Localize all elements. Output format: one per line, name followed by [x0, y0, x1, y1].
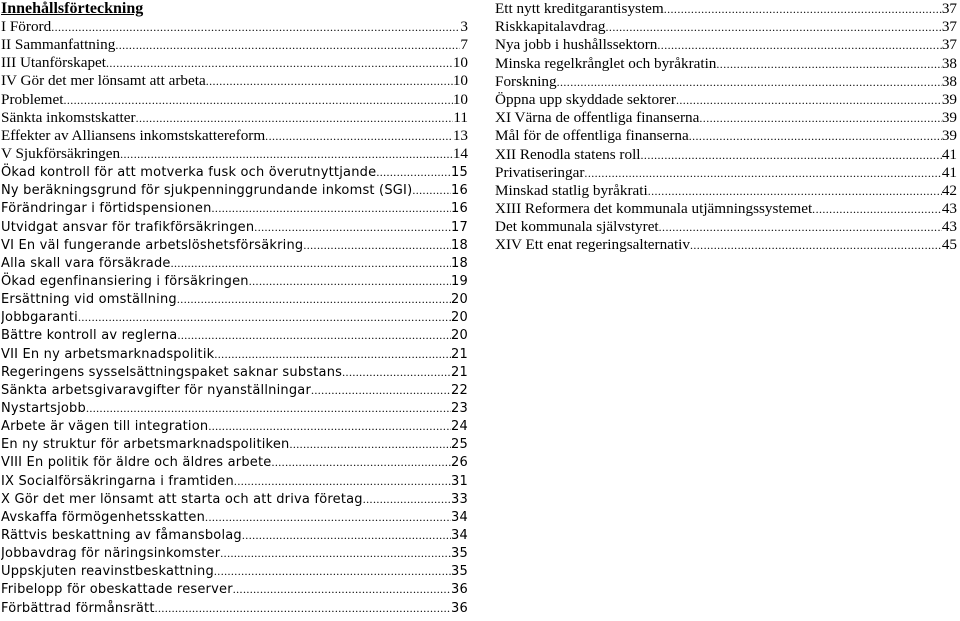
- toc-entry[interactable]: [1, 218, 468, 236]
- toc-entry-page-number: 37: [941, 0, 957, 17]
- toc-entry[interactable]: [1, 36, 468, 54]
- toc-entry-title: VIII En politik för äldre och äldres arbete: [1, 455, 272, 471]
- toc-entry[interactable]: [1, 435, 468, 453]
- toc-dot-leader: [86, 399, 451, 417]
- toc-dot-leader: [641, 146, 942, 164]
- toc-entry-page-number: 39: [941, 127, 957, 145]
- toc-entry[interactable]: [495, 127, 957, 145]
- toc-entry-page-number: 36: [451, 582, 468, 598]
- toc-dot-leader: [363, 490, 451, 508]
- toc-dot-leader: [51, 18, 460, 36]
- toc-entry[interactable]: [1, 399, 468, 417]
- toc-dot-leader: [205, 508, 451, 526]
- toc-entry-title: Ökad kontroll för att motverka fusk och överutnyttjande: [1, 165, 377, 181]
- toc-entry-page-number: 7: [460, 36, 468, 54]
- toc-entry[interactable]: [495, 0, 957, 18]
- toc-entry-page-number: 11: [453, 108, 468, 126]
- toc-entry-title: III Utanförskapet: [1, 54, 106, 72]
- toc-dot-leader: [657, 36, 941, 54]
- toc-entry-page-number: 37: [941, 36, 957, 54]
- toc-column-left: [1, 0, 468, 617]
- toc-list-left: [1, 18, 468, 617]
- toc-entry-page-number: 3: [460, 18, 468, 35]
- toc-entry[interactable]: [495, 91, 957, 109]
- toc-entry-title: IV Gör det mer lönsamt att arbeta: [1, 72, 206, 90]
- toc-entry[interactable]: [1, 145, 468, 163]
- toc-dot-leader: [214, 562, 451, 580]
- toc-dot-leader: [155, 599, 451, 617]
- toc-entry-page-number: 34: [451, 509, 468, 525]
- toc-entry-title: Förbättrad förmånsrätt: [1, 600, 155, 616]
- toc-entry[interactable]: [1, 326, 468, 344]
- toc-entry-title: Förändringar i förtidspensionen: [1, 201, 212, 217]
- toc-entry-title: Nystartsjobb: [1, 400, 86, 416]
- toc-entry[interactable]: [495, 218, 957, 236]
- toc-entry-page-number: 16: [451, 201, 468, 217]
- toc-dot-leader: [584, 164, 941, 182]
- toc-dot-leader: [206, 72, 453, 90]
- toc-entry-page-number: 34: [451, 527, 468, 543]
- toc-dot-leader: [412, 181, 451, 199]
- toc-dot-leader: [690, 236, 942, 254]
- toc-dot-leader: [136, 109, 454, 127]
- toc-dot-leader: [254, 218, 451, 236]
- toc-entry[interactable]: [1, 472, 468, 490]
- toc-entry-title: Nya jobb i hushållssektorn: [495, 36, 658, 54]
- toc-entry-page-number: 39: [941, 90, 957, 108]
- toc-dot-leader: [106, 54, 453, 72]
- toc-dot-leader: [214, 345, 451, 363]
- toc-entry-title: Avskaffa förmögenhetsskatten: [1, 509, 206, 525]
- toc-dot-leader: [557, 73, 942, 91]
- toc-entry-page-number: 22: [451, 382, 468, 398]
- toc-entry[interactable]: [495, 109, 957, 127]
- toc-entry-title: VII En ny arbetsmarknadspolitik: [1, 346, 215, 362]
- toc-entry-page-number: 18: [451, 255, 468, 271]
- toc-dot-leader: [311, 381, 451, 399]
- toc-dot-leader: [303, 236, 451, 254]
- toc-entry-page-number: 26: [451, 455, 468, 471]
- toc-dot-leader: [812, 200, 942, 218]
- toc-list-right: [495, 0, 957, 255]
- toc-entry[interactable]: [1, 453, 468, 471]
- toc-entry-title: XI Värna de offentliga finanserna: [495, 109, 700, 127]
- toc-entry-title: XII Renodla statens roll: [495, 145, 641, 163]
- toc-entry-title: Problemet: [1, 90, 64, 108]
- toc-entry-title: Minskad statlig byråkrati: [495, 181, 648, 199]
- toc-dot-leader: [606, 18, 942, 36]
- toc-dot-leader: [699, 109, 941, 127]
- toc-column-right: [495, 0, 957, 255]
- toc-entry[interactable]: [1, 254, 468, 272]
- toc-dot-leader: [78, 308, 451, 326]
- toc-entry-title: IX Socialförsäkringarna i framtiden: [1, 473, 234, 489]
- toc-entry-page-number: 10: [452, 72, 468, 90]
- toc-entry-page-number: 38: [941, 72, 957, 90]
- toc-entry-page-number: 18: [451, 237, 468, 253]
- toc-dot-leader: [271, 453, 451, 471]
- toc-dot-leader: [664, 0, 942, 18]
- toc-entry-title: Det kommunala självstyret: [495, 218, 659, 236]
- toc-entry-page-number: 20: [451, 328, 468, 344]
- toc-entry[interactable]: [1, 18, 468, 36]
- toc-dot-leader: [212, 199, 452, 217]
- toc-entry-page-number: 42: [941, 181, 957, 199]
- toc-dot-leader: [342, 363, 451, 381]
- toc-entry[interactable]: [495, 55, 957, 73]
- toc-entry-title: Privatiseringar: [495, 163, 585, 181]
- toc-entry[interactable]: [495, 73, 957, 91]
- toc-dot-leader: [265, 127, 453, 145]
- toc-entry-title: Jobbgaranti: [1, 310, 78, 326]
- toc-entry-page-number: 20: [451, 310, 468, 326]
- toc-entry-page-number: 38: [941, 54, 957, 72]
- toc-entry[interactable]: [495, 36, 957, 54]
- toc-entry[interactable]: [1, 163, 468, 181]
- toc-dot-leader: [676, 91, 942, 109]
- toc-dot-leader: [171, 254, 451, 272]
- toc-dot-leader: [220, 544, 451, 562]
- toc-entry-title: En ny struktur för arbetsmarknadspolitiken: [1, 437, 290, 453]
- toc-entry-page-number: 35: [451, 546, 468, 562]
- toc-dot-leader: [376, 163, 451, 181]
- toc-entry-title: Effekter av Alliansens inkomstskattereform: [1, 126, 266, 144]
- toc-entry[interactable]: [1, 381, 468, 399]
- toc-entry-page-number: 36: [451, 600, 468, 616]
- toc-entry-title: Ersättning vid omställning: [1, 292, 177, 308]
- toc-dot-leader: [249, 272, 451, 290]
- toc-dot-leader: [120, 145, 453, 163]
- toc-entry-page-number: 25: [451, 437, 468, 453]
- toc-entry-page-number: 43: [941, 218, 957, 236]
- toc-entry[interactable]: [495, 18, 957, 36]
- toc-dot-leader: [177, 290, 451, 308]
- toc-entry-title: Fribelopp för obeskattade reserver: [1, 582, 233, 598]
- toc-entry-title: Jobbavdrag för näringsinkomster: [1, 546, 221, 562]
- toc-dot-leader: [289, 435, 451, 453]
- toc-entry-page-number: 45: [941, 236, 957, 254]
- toc-entry[interactable]: [1, 54, 468, 72]
- toc-entry[interactable]: [1, 544, 468, 562]
- toc-entry[interactable]: [1, 599, 468, 617]
- toc-entry-title: Ett nytt kreditgarantisystem: [495, 0, 664, 17]
- toc-entry-page-number: 37: [941, 18, 957, 36]
- toc-entry-page-number: 33: [451, 491, 468, 507]
- toc-dot-leader: [233, 580, 451, 598]
- toc-entry-title: X Gör det mer lönsamt att starta och att driva företag: [1, 491, 363, 507]
- toc-entry[interactable]: [1, 308, 468, 326]
- toc-entry[interactable]: [495, 164, 957, 182]
- toc-entry-title: II Sammanfattning: [1, 36, 116, 54]
- toc-entry-title: Alla skall vara försäkrade: [1, 255, 171, 271]
- toc-entry-title: Uppskjuten reavinstbeskattning: [1, 564, 214, 580]
- toc-entry-title: Rättvis beskattning av fåmansbolag: [1, 527, 242, 543]
- toc-entry[interactable]: [1, 526, 468, 544]
- toc-entry-page-number: 41: [941, 163, 957, 181]
- toc-entry-page-number: 41: [941, 145, 957, 163]
- toc-entry-title: Bättre kontroll av reglerna: [1, 328, 178, 344]
- toc-entry-page-number: 39: [941, 109, 957, 127]
- toc-entry[interactable]: [1, 417, 468, 435]
- toc-entry-page-number: 13: [452, 126, 468, 144]
- toc-entry-title: Minska regelkrånglet och byråkratin: [495, 54, 717, 72]
- toc-dot-leader: [716, 55, 941, 73]
- toc-entry-page-number: 15: [451, 165, 468, 181]
- toc-entry-page-number: 43: [941, 200, 957, 218]
- toc-entry-title: Ny beräkningsgrund för sjukpenninggrundande inkomst (SGI): [1, 183, 413, 199]
- toc-dot-leader: [208, 417, 451, 435]
- toc-dot-leader: [234, 472, 451, 490]
- toc-entry-title: V Sjukförsäkringen: [1, 144, 121, 162]
- toc-entry[interactable]: [495, 236, 957, 254]
- toc-entry[interactable]: [1, 181, 468, 199]
- toc-entry-page-number: 16: [451, 183, 468, 199]
- toc-entry-title: Forskning: [495, 72, 557, 90]
- toc-entry-title: XIII Reformera det kommunala utjämningssystemet: [495, 200, 813, 218]
- toc-entry-title: VI En väl fungerande arbetslöshetsförsäkring: [1, 237, 304, 253]
- toc-entry[interactable]: [1, 272, 468, 290]
- toc-entry-page-number: 21: [451, 346, 468, 362]
- toc-entry-page-number: 10: [452, 90, 468, 108]
- toc-entry[interactable]: [495, 182, 957, 200]
- toc-entry-page-number: 20: [451, 292, 468, 308]
- toc-entry[interactable]: [495, 200, 957, 218]
- toc-entry-page-number: 14: [452, 144, 468, 162]
- toc-entry[interactable]: [1, 109, 468, 127]
- toc-entry-page-number: 21: [451, 364, 468, 380]
- toc-entry[interactable]: [1, 562, 468, 580]
- toc-entry[interactable]: [1, 290, 468, 308]
- toc-entry-title: Regeringens sysselsättningspaket saknar substans: [1, 364, 343, 380]
- toc-entry[interactable]: [1, 508, 468, 526]
- toc-entry[interactable]: [1, 490, 468, 508]
- toc-entry-title: Sänkta arbetsgivaravgifter för nyanställningar: [1, 382, 311, 398]
- toc-entry-title: Ökad egenfinansiering i försäkringen: [1, 273, 249, 289]
- toc-dot-leader: [242, 526, 451, 544]
- toc-entry-title: Utvidgat ansvar för trafikförsäkringen: [1, 219, 255, 235]
- toc-entry-page-number: 31: [451, 473, 468, 489]
- toc-dot-leader: [177, 326, 451, 344]
- toc-entry[interactable]: [1, 127, 468, 145]
- toc-entry[interactable]: [1, 72, 468, 90]
- toc-entry[interactable]: [1, 91, 468, 109]
- toc-title: Innehållsförteckning: [1, 0, 144, 17]
- toc-entry-page-number: 17: [451, 219, 468, 235]
- toc-entry-page-number: 19: [451, 273, 468, 289]
- toc-entry-title: Arbete är vägen till integration: [1, 419, 209, 435]
- toc-entry-title: Riskkapitalavdrag: [495, 18, 606, 36]
- toc-entry-page-number: 10: [452, 54, 468, 72]
- toc-entry-title: Sänkta inkomstskatter: [1, 108, 136, 126]
- toc-entry-title: Öppna upp skyddade sektorer: [495, 90, 676, 108]
- toc-entry[interactable]: [1, 236, 468, 254]
- toc-entry-page-number: 24: [451, 419, 468, 435]
- toc-entry[interactable]: [1, 199, 468, 217]
- toc-dot-leader: [63, 91, 452, 109]
- toc-entry[interactable]: [1, 580, 468, 598]
- toc-dot-leader: [115, 36, 460, 54]
- toc-dot-leader: [689, 127, 942, 145]
- toc-dot-leader: [648, 182, 942, 200]
- toc-entry-title: I Förord: [1, 18, 52, 35]
- toc-entry[interactable]: [495, 146, 957, 164]
- toc-entry[interactable]: [1, 345, 468, 363]
- toc-entry-title: Mål för de offentliga finanserna: [495, 127, 689, 145]
- toc-entry[interactable]: [1, 363, 468, 381]
- toc-entry-page-number: 35: [451, 564, 468, 580]
- toc-entry-page-number: 23: [451, 400, 468, 416]
- toc-dot-leader: [659, 218, 942, 236]
- toc-entry-title: XIV Ett enat regeringsalternativ: [495, 236, 690, 254]
